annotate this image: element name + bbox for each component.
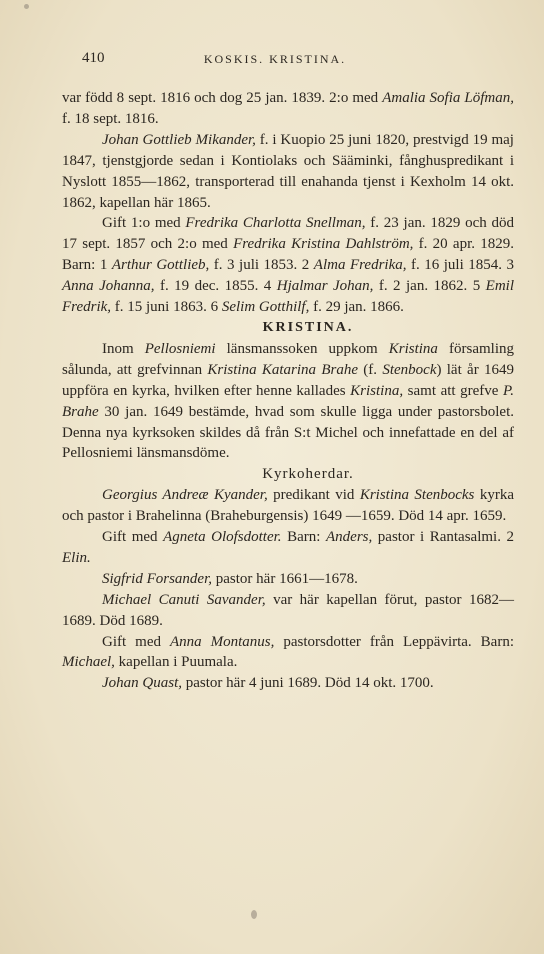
section-heading: KRISTINA. bbox=[262, 319, 354, 335]
page-number: 410 bbox=[82, 50, 105, 66]
paragraph-family: Gift 1:o med Fredrika Charlotta Snellman, f. 23 jan. 1829 och död 17 sept. 1857 och 2:o med Fredrika Kristina Dahlström, f. 20 apr. 1829. Barn: 1 Arthur Gottlieb, f. 3 juli 1853. 2 Alma Fredrika, f. 16 juli 1854. 3 Anna Johanna, f. 19 dec. 1855. 4 Hjalmar Johan, f. 2 jan. 1862. 5 Emil Fredrik, f. 15 juni 1863. 6 Selim Gotthilf, f. 29 jan. 1866. bbox=[62, 215, 515, 316]
paragraph-continuation: var född 8 sept. 1816 och dog 25 jan. 1839. 2:o med Amalia Sofia Löfman, f. 18 sept. 1816. bbox=[62, 90, 514, 127]
paragraph-savander-family: Gift med Anna Montanus, pastorsdotter från Leppävirta. Barn: Michael, kapellan i Puumala. bbox=[62, 633, 514, 671]
paragraph-kyander-family: Gift med Agneta Olofsdotter. Barn: Anders, pastor i Rantasalmi. 2 Elin. bbox=[62, 529, 515, 566]
paragraph-forsander: Sigfrid Forsander, pastor här 1661—1678. bbox=[102, 570, 358, 587]
paragraph-quast: Johan Quast, pastor här 4 juni 1689. Död 14 okt. 1700. bbox=[102, 675, 434, 692]
running-title: KOSKIS. KRISTINA. bbox=[203, 52, 347, 66]
paper-speck bbox=[251, 910, 257, 919]
page-header bbox=[62, 50, 488, 70]
page-body bbox=[62, 88, 514, 694]
paragraph-savander: Michael Canuti Savander, var här kapellan förut, pastor 1682—1689. Död 1689. bbox=[62, 591, 514, 629]
paragraph-mikander: Johan Gottlieb Mikander, f. i Kuopio 25 juni 1820, prestvigd 19 maj 1847, tjenstgjorde sedan i Kontiolaks och Sääminki, fånghuspredikant i Nyslott 1855—1862, transporterad till enahanda tjenst i Kexholm 14 okt. 1862, kapellan här 1865. bbox=[62, 131, 514, 211]
paragraph-kristina: Inom Pellosniemi länsmanssoken uppkom Kristina församling sålunda, att grefvinnan Kristina Katarina Brahe (f. Stenbock) lät år 1649 uppföra en kyrka, hvilken efter henne kallades Kristina, samt att grefve P. Brahe 30 jan. 1649 bestämde, hvad som skulle ligga under pastorsbolet. Denna nya kyrksoken skildes då från S:t Michel och innefattade en del af Pellosniemi länsmansdöme. bbox=[62, 340, 514, 462]
subheading-kyrkoherdar: Kyrkoherdar. bbox=[262, 466, 354, 483]
paragraph-kyander: Georgius Andreæ Kyander, predikant vid Kristina Stenbocks kyrka och pastor i Brahelinna (Braheburgensis) 1649 —1659. Död 14 apr. 1659. bbox=[62, 487, 514, 525]
paper-speck bbox=[24, 4, 29, 9]
